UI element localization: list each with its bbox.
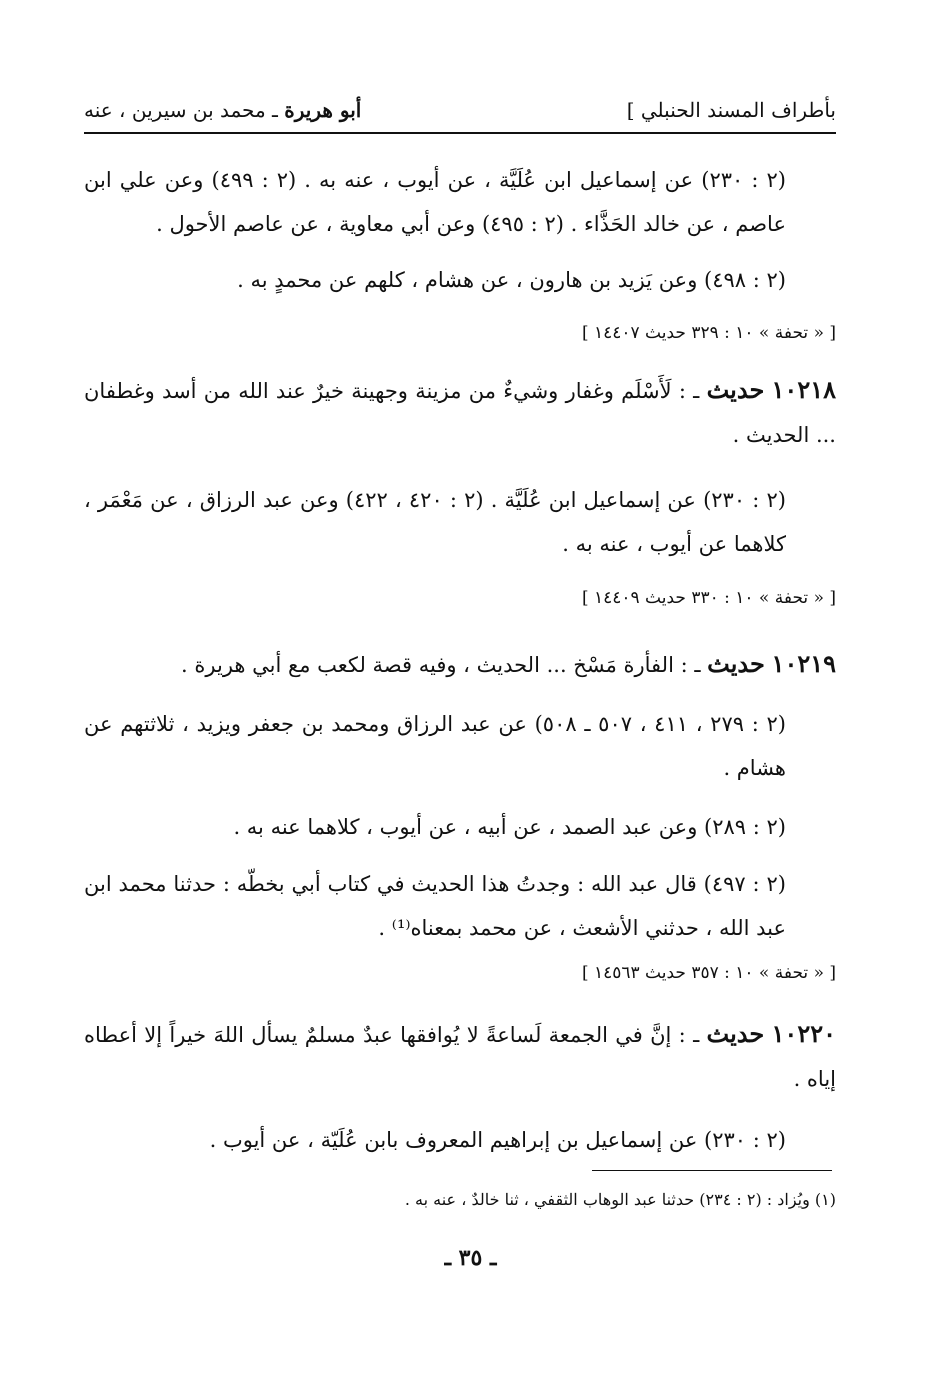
hadith-body: ـ : إنَّ في الجمعة لَساعةً لا يُوافقها عبدٌ مسلمٌ يسأل اللهَ خيراً إلا أعطاه إياه . <box>84 1023 836 1091</box>
section-1-ref <box>84 318 836 348</box>
section-1 <box>84 158 836 246</box>
header-chapter <box>84 98 361 122</box>
hadith-10218-text <box>84 368 836 457</box>
running-header <box>84 92 836 134</box>
sources-paragraph: (٢ : ٢٣٠) عن إسماعيل ابن عُلَيَّة . (٢ : ٤٢٠ ، ٤٢٢) وعن عبد الرزاق ، عن مَعْمَر ، كلاهما عن أيوب ، عنه به . <box>84 488 786 556</box>
header-chapter-rest: ـ محمد بن سيرين ، عنه <box>84 98 285 122</box>
hadith-10219-sources-1 <box>84 702 836 790</box>
hadith-10218-sources <box>84 478 836 566</box>
hadith-10220-text <box>84 1012 836 1101</box>
hadith-label: حديث <box>706 1019 765 1048</box>
hadith-10219-text <box>84 642 836 687</box>
hadith-number: ١٠٢٢٠ <box>771 1019 836 1048</box>
section-1-paragraph-1: (٢ : ٢٣٠) عن إسماعيل ابن عُلَيَّة ، عن أيوب ، عنه به . (٢ : ٤٩٩) وعن علي ابن عاصم ، عن خالد الحَذَّاء . (٢ : ٤٩٥) وعن أبي معاوية ، عن عاصم الأحول . <box>84 168 786 236</box>
sources-paragraph: (٢ : ٢٧٩ ، ٤١١ ، ٥٠٧ ـ ٥٠٨) عن عبد الرزاق ومحمد بن جعفر ويزيد ، ثلاثتهم عن هشام . <box>84 712 786 780</box>
section-1-paragraph-2: (٢ : ٤٩٨) وعن يَزيد بن هارون ، عن هشام ، كلهم عن محمدٍ به . <box>237 268 786 292</box>
hadith-10218 <box>84 368 836 457</box>
header-book-title: بأطراف المسند الحنبلي ] <box>626 98 836 122</box>
hadith-label: حديث <box>707 649 765 678</box>
page-number: ـ ٣٥ ـ <box>444 1245 497 1271</box>
section-1b <box>84 258 836 302</box>
sources-paragraph: (٢ : ٤٩٧) قال عبد الله : وجدتُ هذا الحديث في كتاب أبي بخطّه : حدثنا محمد ابن عبد الله ، حدثني الأشعث ، عن محمد بمعناه⁽¹⁾ . <box>84 872 786 940</box>
hadith-10219-ref <box>84 958 836 988</box>
footnote-separator <box>592 1170 832 1171</box>
hadith-number: ١٠٢١٨ <box>771 375 836 404</box>
hadith-number: ١٠٢١٩ <box>771 649 836 678</box>
hadith-body: ـ : لَأَسْلَم وغفار وشيءٌ من مزينة وجهينة خيرٌ عند الله من أسد وغطفان ... الحديث . <box>84 379 836 447</box>
hadith-label: حديث <box>706 375 765 404</box>
sources-paragraph: (٢ : ٢٨٩) وعن عبد الصمد ، عن أبيه ، عن أيوب ، كلاهما عنه به . <box>233 815 786 839</box>
hadith-body: ـ : الفأرة مَسْخ ... الحديث ، وفيه قصة لكعب مع أبي هريرة . <box>181 653 701 677</box>
hadith-10219-sources-3 <box>84 862 836 950</box>
hadith-10220 <box>84 1012 836 1101</box>
footnote: (١) ويُزاد : (٢ : ٢٣٤) حدثنا عبد الوهاب الثقفي ، ثنا خالدٌ ، عنه به . <box>404 1190 836 1209</box>
hadith-10219-sources-2 <box>84 805 836 849</box>
hadith-10219 <box>84 642 836 687</box>
reference-line: [ « تحفة » ١٠ : ٣٣٠ حديث ١٤٤٠٩ ] <box>581 588 836 608</box>
sources-paragraph: (٢ : ٢٣٠) عن إسماعيل بن إبراهيم المعروف بابن عُلَيّة ، عن أيوب . <box>209 1128 786 1152</box>
hadith-10218-ref <box>84 583 836 613</box>
hadith-10220-sources <box>84 1118 836 1162</box>
header-chapter-bold: أبو هريرة <box>284 98 362 122</box>
reference-line: [ « تحفة » ١٠ : ٣٢٩ حديث ١٤٤٠٧ ] <box>581 323 836 343</box>
reference-line: [ « تحفة » ١٠ : ٣٥٧ حديث ١٤٥٦٣ ] <box>581 963 836 983</box>
